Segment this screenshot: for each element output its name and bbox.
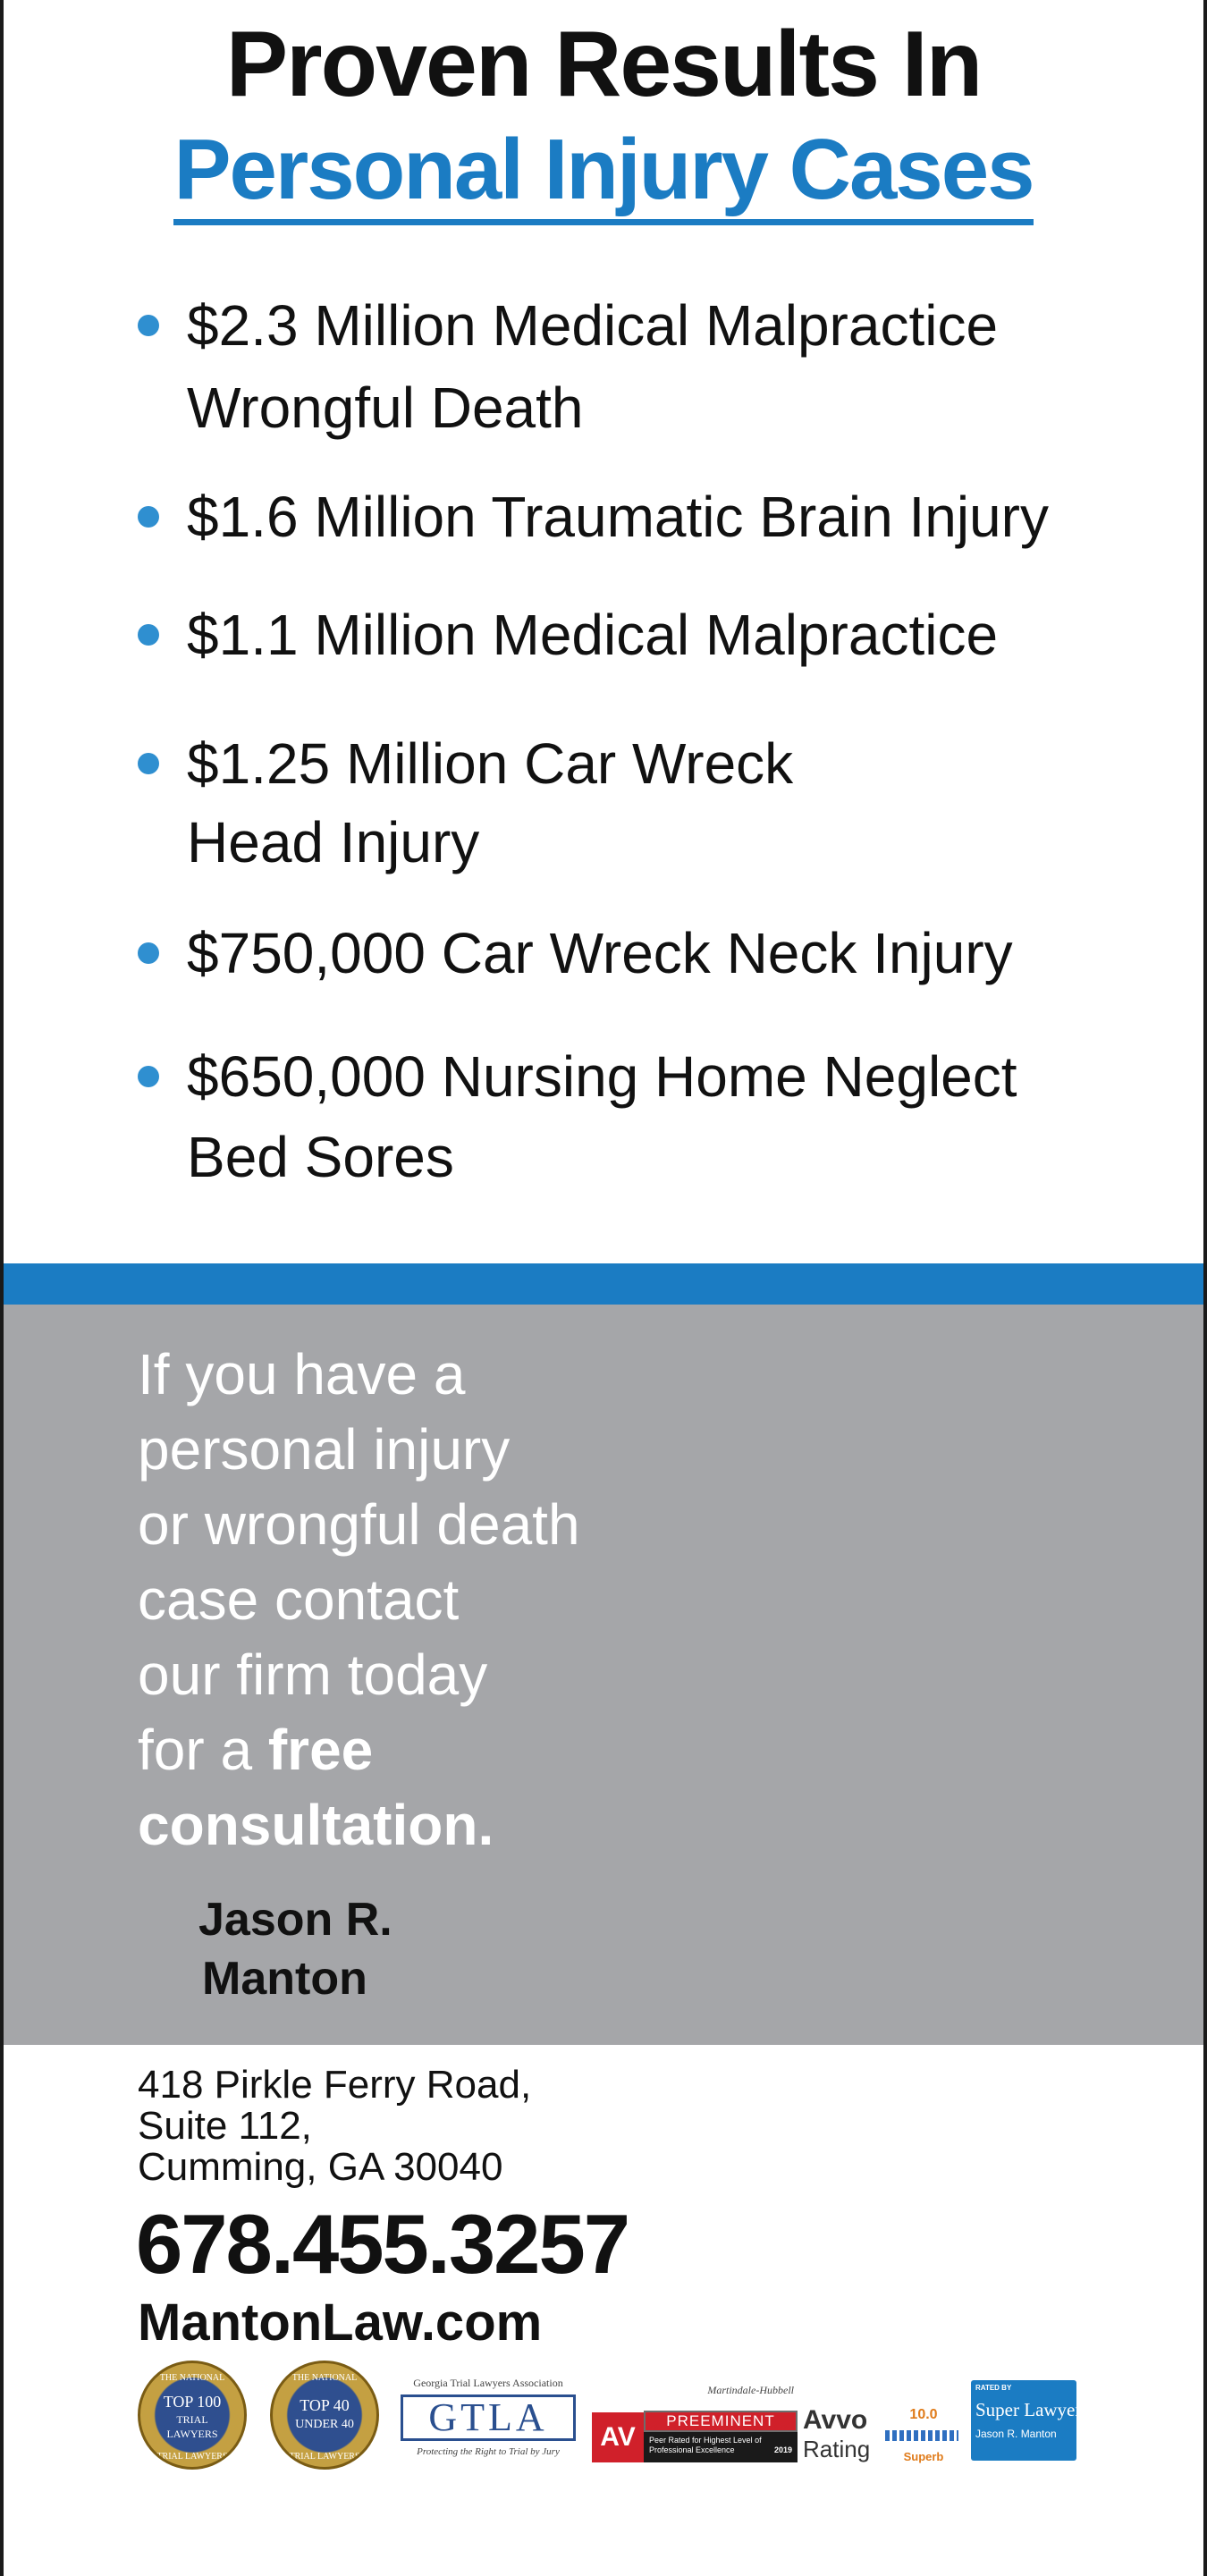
- martindale-sub-label: Peer Rated for Highest Level of Professional Excellence: [649, 2436, 762, 2454]
- bullet-icon: [138, 315, 159, 336]
- cta-prefix: for a: [138, 1718, 268, 1782]
- cta-consultation: consultation.: [138, 1793, 494, 1857]
- headline-highlight: Personal Injury Cases: [173, 122, 1033, 225]
- accent-divider: [4, 1263, 1203, 1305]
- martindale-brand: Martindale-Hubbell: [707, 2384, 794, 2396]
- award-badges: [4, 2361, 1203, 2477]
- top-40-under-40-badge: [270, 2361, 379, 2470]
- badge-text: TRIAL LAWYERS: [289, 2452, 360, 2462]
- gtla-logo: GTLA: [401, 2394, 576, 2441]
- top-100-trial-lawyers-badge: [138, 2361, 247, 2470]
- badge-text: LAWYERS: [166, 2428, 218, 2440]
- super-lawyers-badge: [971, 2380, 1089, 2461]
- avvo-logo: Avvo: [803, 2405, 868, 2435]
- badge-text: TOP 100: [163, 2393, 222, 2411]
- badge-text: THE NATIONAL: [291, 2373, 358, 2383]
- result-line: Wrongful Death: [187, 376, 584, 440]
- badge-text: THE NATIONAL: [159, 2373, 225, 2383]
- gtla-badge: [401, 2377, 576, 2466]
- avvo-superb-label: Superb: [903, 2450, 944, 2463]
- badge-text: TRIAL: [176, 2413, 208, 2426]
- cta-free: free: [267, 1718, 374, 1782]
- gtla-caption: Georgia Trial Lawyers Association: [413, 2377, 563, 2389]
- bullet-icon: [138, 1066, 159, 1087]
- cta-line: If you have a: [138, 1342, 466, 1406]
- av-rating-icon: AV: [592, 2412, 644, 2462]
- super-lawyers-person: Jason R. Manton: [975, 2428, 1057, 2440]
- address-line: Cumming, GA 30040: [138, 2145, 503, 2189]
- result-line: $650,000 Nursing Home Neglect: [187, 1044, 1017, 1109]
- phone-number[interactable]: 678.455.3257: [136, 2197, 629, 2291]
- result-line: Head Injury: [187, 810, 480, 874]
- result-line: $750,000 Car Wreck Neck Injury: [187, 921, 1013, 985]
- result-line: $1.1 Million Medical Malpractice: [187, 603, 999, 667]
- attorney-last-name: Manton: [202, 1953, 367, 2005]
- bullet-icon: [138, 942, 159, 964]
- bullet-icon: [138, 624, 159, 646]
- avvo-score: 10.0: [909, 2407, 938, 2422]
- bullet-icon: [138, 753, 159, 774]
- badge-text: TRIAL LAWYERS: [156, 2452, 228, 2462]
- badge-text: TOP 40: [300, 2396, 350, 2414]
- martindale-year: 2019: [773, 2445, 792, 2454]
- result-line: Bed Sores: [187, 1125, 454, 1189]
- avvo-rating-badge: [803, 2380, 966, 2470]
- bullet-icon: [138, 506, 159, 528]
- cta-line: case contact: [138, 1567, 460, 1632]
- gtla-tagline: Protecting the Right to Trial by Jury: [417, 2446, 560, 2457]
- cta-panel: [4, 1305, 1203, 2045]
- super-lawyers-logo: Super Lawyers: [975, 2399, 1089, 2420]
- cta-line: personal injury: [138, 1417, 511, 1482]
- martindale-subtext: [644, 2432, 798, 2462]
- super-lawyers-rated-by: RATED BY: [975, 2384, 1012, 2392]
- address-line: 418 Pirkle Ferry Road,: [138, 2063, 532, 2107]
- attorney-first-name: Jason R.: [198, 1894, 392, 1946]
- cta-line: [138, 1712, 373, 1787]
- result-line: $1.6 Million Traumatic Brain Injury: [187, 485, 1049, 549]
- headline-line-2: [4, 116, 1203, 249]
- avvo-rating-label: Rating: [803, 2436, 871, 2462]
- result-line: $1.25 Million Car Wreck: [187, 731, 794, 796]
- cta-line: our firm today: [138, 1643, 488, 1707]
- avvo-score-bar: [885, 2430, 958, 2441]
- preeminent-label: PREEMINENT: [644, 2411, 798, 2432]
- headline-line-1: Proven Results In: [225, 13, 982, 116]
- martindale-av-badge: [592, 2384, 799, 2466]
- result-line: $2.3 Million Medical Malpractice: [187, 293, 999, 358]
- badge-text: UNDER 40: [295, 2418, 354, 2431]
- cta-line: or wrongful death: [138, 1492, 580, 1557]
- website-link[interactable]: MantonLaw.com: [138, 2293, 543, 2352]
- address-line: Suite 112,: [138, 2104, 312, 2148]
